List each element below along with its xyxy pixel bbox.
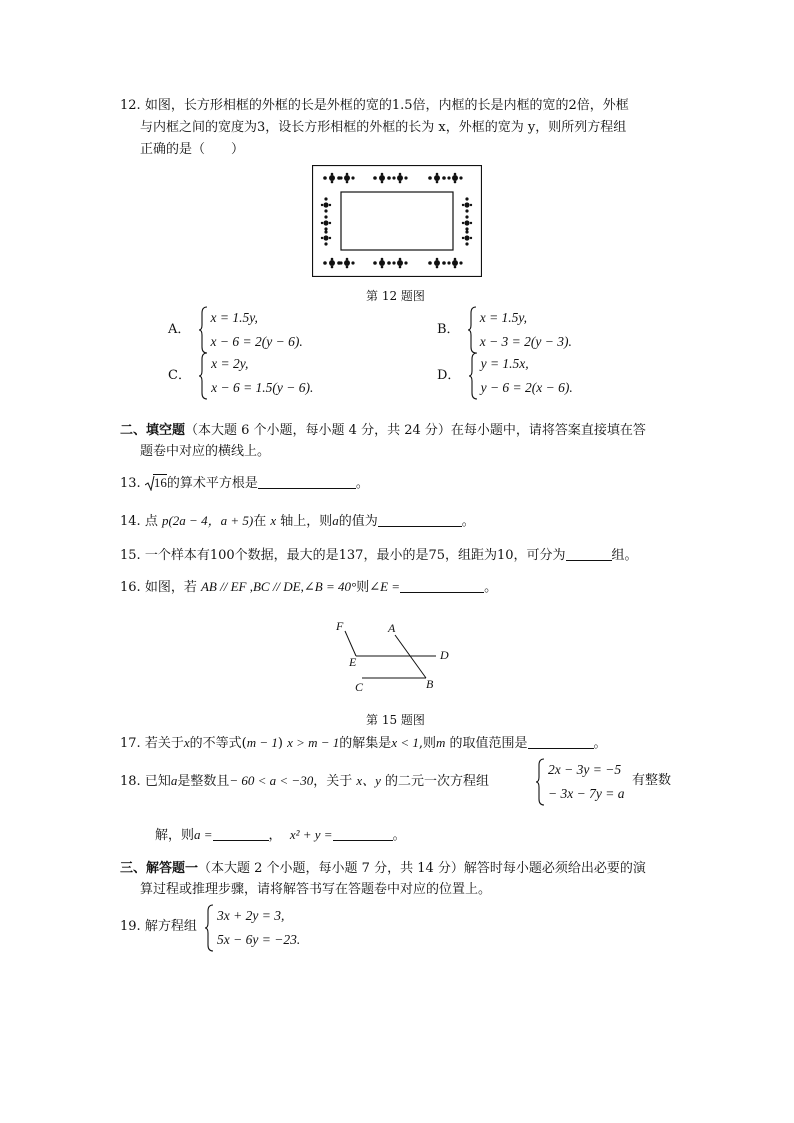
punctuation: 。: [392, 828, 406, 843]
sqrt-expression: [145, 472, 167, 495]
equation-system: [469, 352, 573, 400]
question-text: ,则: [418, 736, 436, 751]
punctuation: 。: [355, 476, 369, 491]
question-number: 16.: [120, 580, 141, 595]
question-text: ，关于: [313, 774, 357, 789]
q19-label: [120, 916, 197, 938]
question-number: 18.: [120, 774, 141, 789]
section-3-header: [120, 858, 646, 880]
equation-line: x = 1.5y,: [210, 310, 258, 325]
equation-line: x − 3 = 2(y − 3).: [479, 334, 572, 349]
answer-blank[interactable]: [258, 474, 356, 489]
section-2-desc-line2: 题卷中对应的横线上。: [140, 444, 271, 459]
question-text: 则: [356, 580, 370, 595]
equation-line: − 3x − 7y = a: [548, 786, 625, 801]
option-label: A．: [168, 322, 191, 337]
punctuation: ，: [268, 828, 282, 843]
math-expression: x < 1: [391, 735, 419, 750]
question-text: 的算术平方根是: [166, 476, 258, 491]
math-var: x: [270, 513, 277, 528]
section-title: 三、解答题一: [120, 861, 199, 876]
answer-blank[interactable]: [566, 546, 612, 561]
question-text: 是整数且: [177, 774, 230, 789]
math-expression: − 60 < a < −30: [229, 773, 314, 788]
left-brace-icon: [469, 352, 479, 400]
option-label: C．: [168, 368, 191, 383]
equation-line: x − 6 = 2(y − 6).: [210, 334, 303, 349]
q18-tail: 有整数: [632, 773, 672, 788]
punctuation: 。: [461, 514, 475, 529]
math-expression: (2a − 4，a + 5): [168, 513, 254, 528]
ornament-pattern: [321, 173, 472, 269]
answer-blank[interactable]: [528, 734, 594, 749]
equation-line: x = 2y,: [211, 356, 249, 371]
question-text: 解方程组: [144, 919, 197, 934]
point-label-a: A: [388, 621, 396, 635]
math-var: x: [183, 735, 190, 750]
q12-line2: 与内框之间的宽度为3，设长方形相框的外框的长为 x，外框的宽为 y，则所列方程组: [140, 120, 627, 135]
segment-fe: [345, 631, 356, 656]
equation-line: 2x − 3y = −5: [548, 762, 622, 777]
point-label-b: B: [426, 677, 434, 691]
q14: [120, 510, 475, 533]
section-2-header: [120, 420, 646, 442]
left-brace-icon: [205, 904, 215, 952]
q18-line2: [155, 824, 406, 847]
math-var: a: [170, 773, 178, 788]
math-expression: x² + y =: [289, 827, 333, 842]
option-label: B．: [437, 322, 460, 337]
question-text: 的不等式(: [189, 736, 247, 751]
section-desc: （本大题 6 个小题，每小题 4 分，共 24 分）在每小题中，请将答案直接填在答: [185, 423, 646, 438]
math-var: m: [436, 735, 446, 750]
option-label: D．: [437, 368, 461, 383]
equation-system: [199, 306, 303, 354]
question-text: 如图，长方形相框的外框的长是外框的宽的1.5倍，内框的长是内框的宽的2倍，外框: [144, 98, 629, 113]
section-title: 二、填空题: [120, 423, 186, 438]
question-text: 点: [144, 514, 162, 529]
q18-line1: [120, 770, 489, 793]
question-text: ): [277, 736, 283, 751]
math-expression: AB // EF ,BC // DE,∠B = 40°: [200, 579, 357, 594]
geometry-figure: [332, 618, 462, 694]
equation-system: [536, 758, 624, 806]
left-brace-icon: [199, 306, 209, 354]
point-label-d: D: [440, 648, 449, 662]
radical-icon: [145, 475, 155, 491]
equation-line: x − 6 = 1.5(y − 6).: [211, 380, 314, 395]
left-brace-icon: [468, 306, 478, 354]
math-expression: x、y: [356, 773, 381, 788]
q15: [120, 545, 638, 567]
section-3-desc-line2: 算过程或推理步骤，请将解答书写在答题卷中对应的位置上。: [140, 882, 492, 897]
question-number: 12.: [120, 98, 141, 113]
question-text: 的二元一次方程组: [380, 774, 490, 789]
question-text: 在: [253, 514, 271, 529]
answer-blank-expr[interactable]: [333, 826, 393, 841]
radicand: 16: [153, 475, 167, 490]
equation-system: [468, 306, 572, 354]
q13: [120, 472, 369, 495]
q12-line1: [120, 95, 629, 117]
left-brace-icon: [536, 758, 546, 806]
punctuation: 。: [593, 736, 607, 751]
left-brace-icon: [199, 352, 209, 400]
q18-system: [536, 758, 624, 806]
question-text: 一个样本有100个数据，最大的是137，最小的是75，组距为10，可分为: [144, 548, 566, 563]
question-text: 的取值范围是: [445, 736, 528, 751]
equation-line: 3x + 2y = 3,: [217, 908, 285, 923]
punctuation: 。: [484, 580, 498, 595]
question-text: 组。: [611, 548, 638, 563]
question-text: 解，则: [155, 828, 195, 843]
point-label-c: C: [355, 680, 364, 694]
option-d[interactable]: [437, 352, 573, 400]
option-c[interactable]: [168, 352, 313, 400]
question-text: 轴上，则: [276, 514, 333, 529]
question-text: 的解集是: [339, 736, 392, 751]
math-expression: a =: [194, 827, 213, 842]
option-a[interactable]: [168, 306, 303, 354]
point-label-f: F: [336, 619, 344, 633]
question-text: 若关于: [144, 736, 184, 751]
question-text: 已知: [144, 774, 171, 789]
picture-frame-figure: [312, 165, 482, 277]
q19-system: [205, 904, 300, 952]
point-label-e: E: [349, 655, 357, 669]
equation-line: y = 1.5x,: [480, 356, 529, 371]
math-expression: ∠E =: [369, 579, 401, 594]
equation-line: x = 1.5y,: [479, 310, 528, 325]
math-var: p: [161, 513, 169, 528]
question-text: 如图，若: [144, 580, 201, 595]
answer-blank[interactable]: [378, 512, 462, 527]
section-desc: （本大题 2 个小题，每小题 7 分，共 14 分）解答时每小题必须给出必要的演: [198, 861, 646, 876]
option-b[interactable]: [437, 306, 572, 354]
q12-line3: 正确的是（ ）: [140, 142, 245, 157]
equation-line: y − 6 = 2(x − 6).: [480, 380, 573, 395]
q16: [120, 576, 497, 599]
question-number: 19.: [120, 919, 141, 934]
question-number: 14.: [120, 514, 141, 529]
figure-caption-15: 第 15 题图: [366, 713, 425, 727]
q17: [120, 732, 607, 755]
equation-line: 5x − 6y = −23.: [217, 932, 301, 947]
answer-blank-a[interactable]: [213, 826, 269, 841]
question-number: 15.: [120, 548, 141, 563]
math-var: a: [332, 513, 339, 528]
answer-blank[interactable]: [400, 578, 484, 593]
equation-system: [199, 352, 313, 400]
math-expression: x > m − 1: [287, 735, 340, 750]
question-text: 的值为: [338, 514, 378, 529]
question-number: 13.: [120, 476, 141, 491]
question-number: 17.: [120, 736, 141, 751]
math-expression: m − 1: [246, 735, 278, 750]
figure-caption-12: 第 12 题图: [366, 289, 425, 303]
equation-system: [205, 904, 300, 952]
